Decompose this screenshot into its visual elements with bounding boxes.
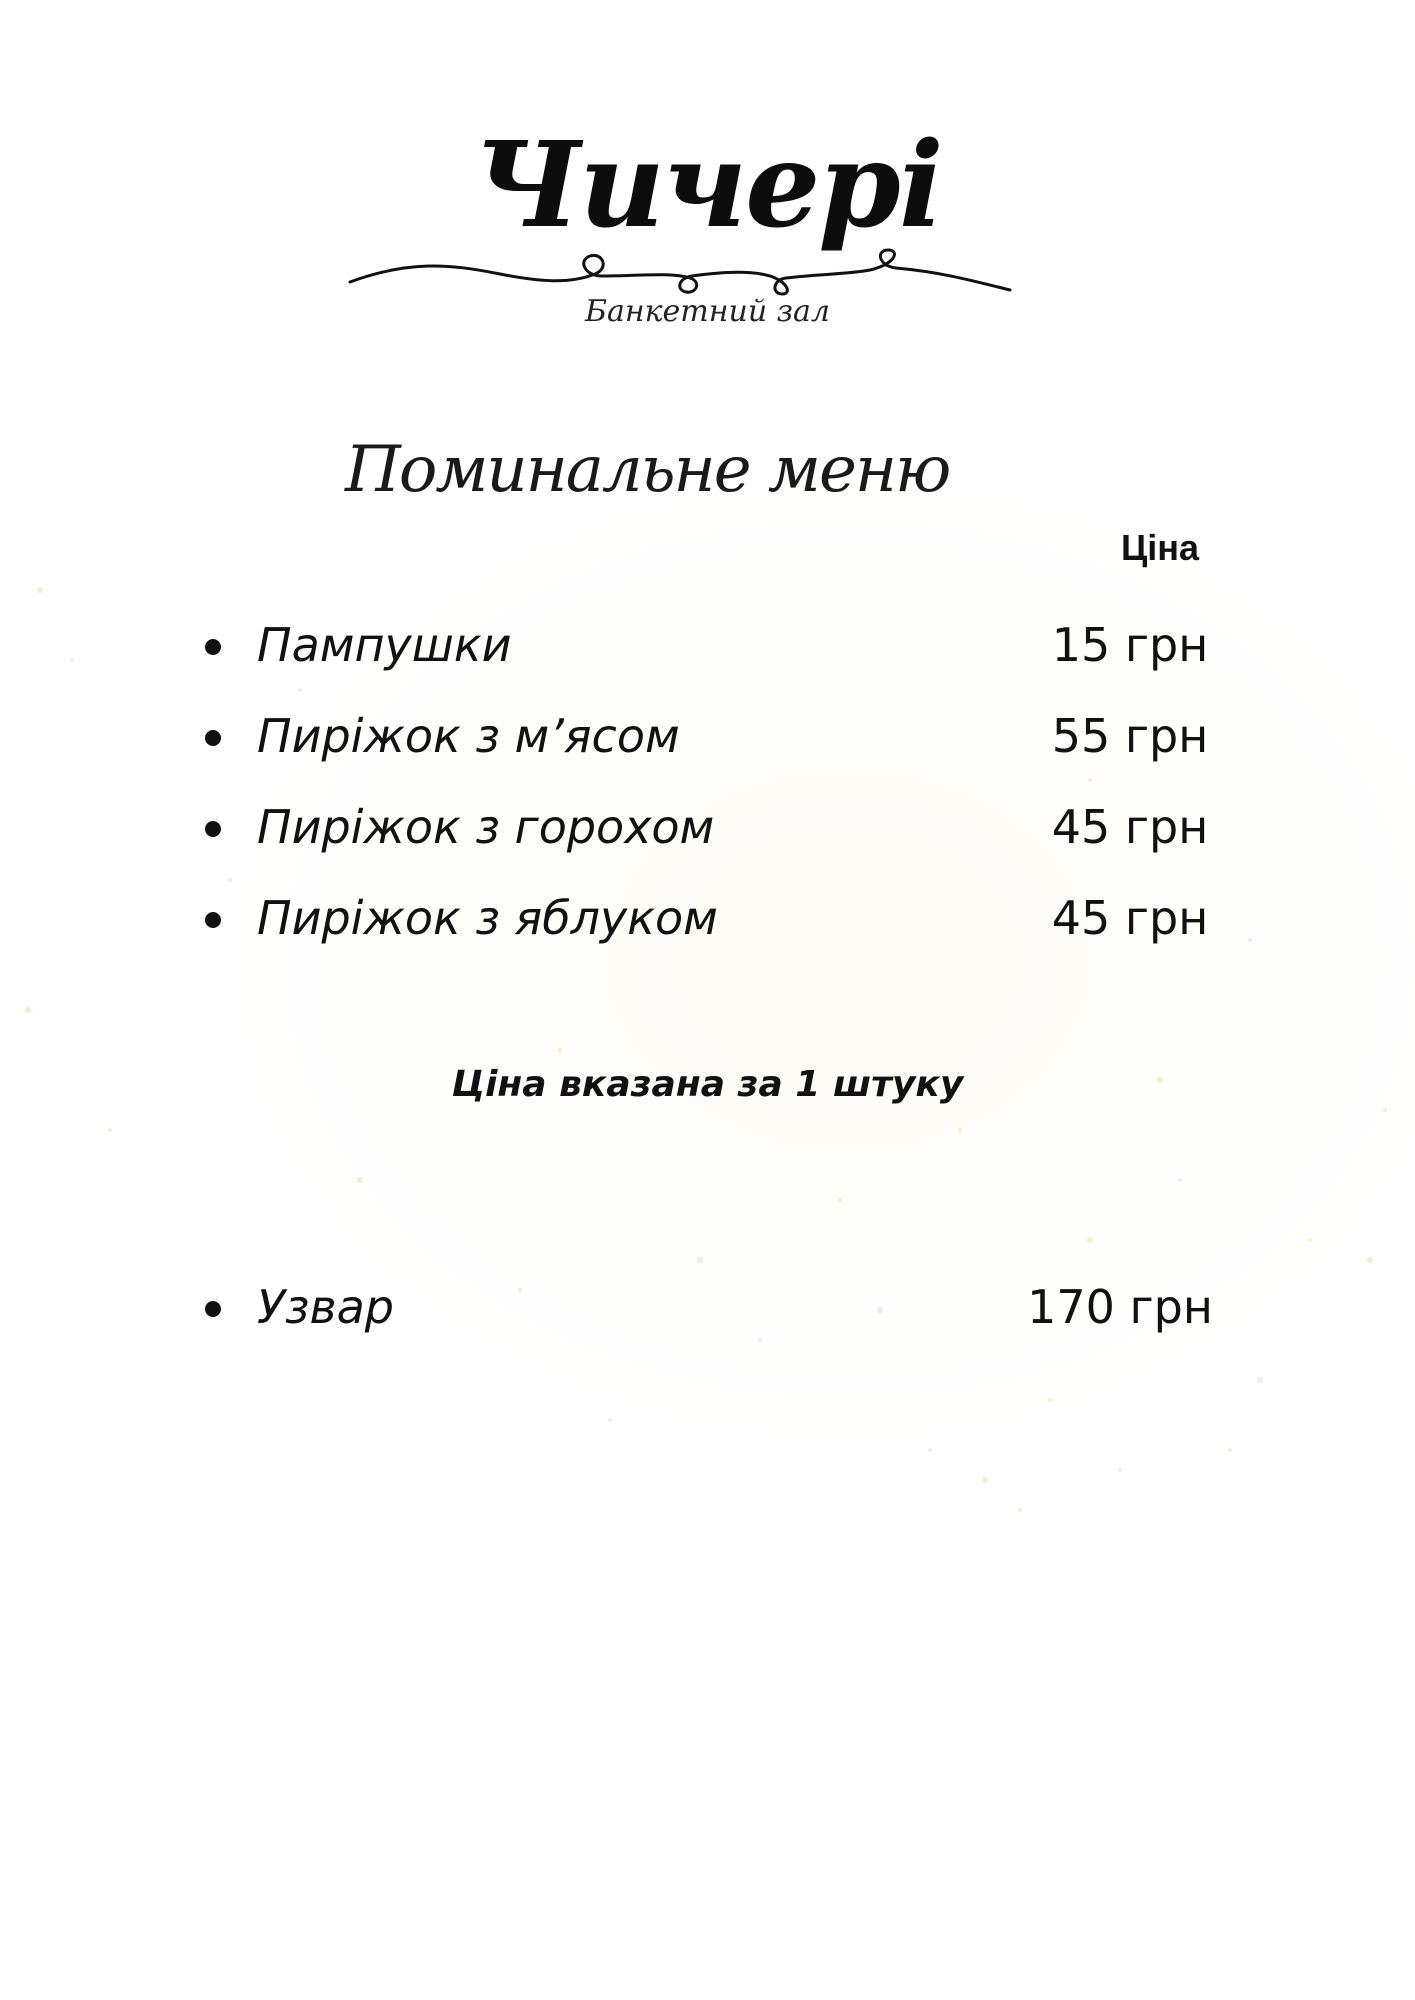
menu-item-name: Пиріжок з м’ясом: [257, 709, 680, 763]
menu-item: [205, 797, 1240, 857]
menu-item: [205, 615, 1240, 675]
menu-title: Поминальне меню: [345, 433, 950, 507]
logo-name: Чичері: [473, 115, 942, 254]
menu-item-price: 15 грн: [1051, 618, 1209, 672]
menu-item-price: 45 грн: [1051, 800, 1209, 854]
bullet-icon: [205, 821, 221, 837]
bullet-icon: [205, 639, 221, 655]
drink-item: [205, 1277, 1240, 1337]
drink-item-name: Узвар: [257, 1280, 394, 1334]
bullet-icon: [205, 912, 221, 928]
drink-item-price: 170 грн: [1027, 1280, 1213, 1334]
menu-item: [205, 888, 1240, 948]
bullet-icon: [205, 1301, 221, 1317]
menu-item: [205, 706, 1240, 766]
menu-item-price: 55 грн: [1051, 709, 1209, 763]
menu-item-price: 45 грн: [1051, 891, 1209, 945]
price-note: Ціна вказана за 1 штуку: [451, 1064, 964, 1105]
menu-item-name: Пиріжок з горохом: [257, 800, 715, 854]
menu-item-name: Пиріжок з яблуком: [257, 891, 718, 945]
logo-subtitle: Банкетний зал: [584, 294, 831, 329]
price-column-header: Ціна: [1120, 527, 1200, 568]
menu-item-name: Пампушки: [257, 618, 512, 672]
bullet-icon: [205, 730, 221, 746]
